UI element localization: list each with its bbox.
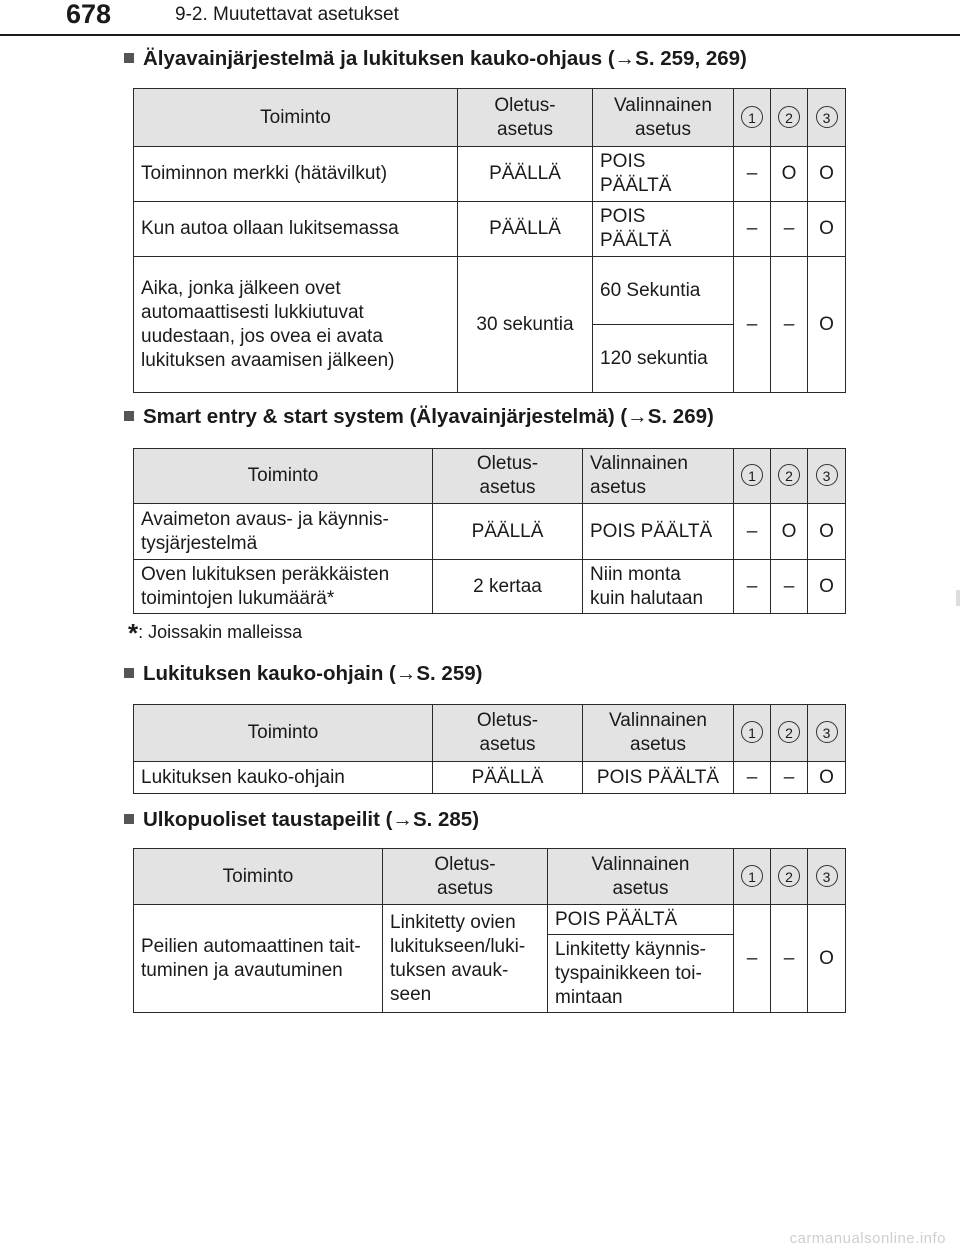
row-optional-b: Linkitetty käynnis- tyspainikkeen toi- mintaan xyxy=(548,935,734,1013)
settings-table xyxy=(133,448,846,614)
header-col-2 xyxy=(771,849,808,905)
row-mark-2: – xyxy=(771,257,808,393)
row-default: 30 sekuntia xyxy=(458,257,593,393)
row-mark-1: – xyxy=(734,257,771,393)
row-mark-3: O xyxy=(808,762,846,794)
header-col-3 xyxy=(808,89,846,147)
row-mark-3: O xyxy=(808,560,846,614)
row-default: PÄÄLLÄ xyxy=(433,504,583,560)
section-heading-text: Smart entry & start system (Älyavainjärjestelmä) (→S. 269) xyxy=(143,405,714,428)
row-mark-1: – xyxy=(734,504,771,560)
section-heading xyxy=(124,405,714,429)
circled-number-1-icon: 1 xyxy=(741,865,763,887)
table-row xyxy=(134,905,846,935)
square-bullet-icon xyxy=(124,411,134,421)
row-function: Peilien automaattinen tait- tuminen ja avautuminen xyxy=(134,905,383,1013)
row-function: Aika, jonka jälkeen ovet automaattisesti lukkiutuvat uudestaan, jos ovea ei avata lukituksen avaamisen jälkeen) xyxy=(134,257,458,393)
chapter-header: 9-2. Muutettavat asetukset xyxy=(175,4,399,25)
table-header-row xyxy=(134,449,846,504)
header-col-1 xyxy=(734,89,771,147)
header-function: Toiminto xyxy=(134,89,458,147)
circled-number-2-icon: 2 xyxy=(778,106,800,128)
row-default: PÄÄLLÄ xyxy=(458,147,593,202)
circled-number-2-icon: 2 xyxy=(778,464,800,486)
header-col-2 xyxy=(771,705,808,762)
table-header-row xyxy=(134,89,846,147)
row-mark-2: O xyxy=(771,504,808,560)
table-row xyxy=(134,257,846,325)
row-mark-1: – xyxy=(734,147,771,202)
row-function: Kun autoa ollaan lukitsemassa xyxy=(134,202,458,257)
row-mark-3: O xyxy=(808,257,846,393)
section-heading xyxy=(124,662,482,686)
header-optional: Valinnainen asetus xyxy=(593,89,734,147)
settings-table xyxy=(133,704,846,794)
row-mark-2: – xyxy=(771,762,808,794)
row-mark-3: O xyxy=(808,905,846,1013)
row-mark-2: – xyxy=(771,905,808,1013)
row-mark-1: – xyxy=(734,560,771,614)
watermark: carmanualsonline.info xyxy=(789,1230,946,1247)
section-heading-text: Lukituksen kauko-ohjain (→S. 259) xyxy=(143,662,483,685)
table-row xyxy=(134,560,846,614)
header-rule xyxy=(0,34,960,36)
page-number: 678 xyxy=(66,0,112,29)
row-default: PÄÄLLÄ xyxy=(433,762,583,794)
circled-number-2-icon: 2 xyxy=(778,865,800,887)
table-header-row xyxy=(134,705,846,762)
circled-number-3-icon: 3 xyxy=(816,464,838,486)
header-col-2 xyxy=(771,449,808,504)
row-mark-1: – xyxy=(734,202,771,257)
row-optional-a: POIS PÄÄLTÄ xyxy=(548,905,734,935)
row-mark-3: O xyxy=(808,202,846,257)
header-col-1 xyxy=(734,705,771,762)
row-function: Toiminnon merkki (hätävilkut) xyxy=(134,147,458,202)
row-optional: POIS PÄÄLTÄ xyxy=(583,762,734,794)
header-optional: Valinnainen asetus xyxy=(583,449,734,504)
row-mark-3: O xyxy=(808,504,846,560)
circled-number-3-icon: 3 xyxy=(816,721,838,743)
row-mark-1: – xyxy=(734,762,771,794)
footnote-asterisk: * xyxy=(128,618,139,648)
table-header-row xyxy=(134,849,846,905)
row-mark-2: – xyxy=(771,202,808,257)
header-optional: Valinnainen asetus xyxy=(583,705,734,762)
row-mark-1: – xyxy=(734,905,771,1013)
row-optional-a: 60 Sekuntia xyxy=(593,257,734,325)
row-optional: Niin monta kuin halutaan xyxy=(583,560,734,614)
table-row xyxy=(134,504,846,560)
page-edge-mark xyxy=(956,590,960,606)
circled-number-1-icon: 1 xyxy=(741,106,763,128)
section-heading xyxy=(124,808,479,832)
header-default: Oletus- asetus xyxy=(383,849,548,905)
header-default: Oletus- asetus xyxy=(433,449,583,504)
section-heading-text: Ulkopuoliset taustapeilit (→S. 285) xyxy=(143,808,480,831)
row-function: Lukituksen kauko-ohjain xyxy=(134,762,433,794)
header-col-3 xyxy=(808,849,846,905)
header-function: Toiminto xyxy=(134,849,383,905)
row-default: 2 kertaa xyxy=(433,560,583,614)
table-row xyxy=(134,202,846,257)
header-col-1 xyxy=(734,849,771,905)
circled-number-1-icon: 1 xyxy=(741,721,763,743)
footnote-text: : Joissakin malleissa xyxy=(138,622,303,642)
square-bullet-icon xyxy=(124,668,134,678)
table-row xyxy=(134,762,846,794)
settings-table xyxy=(133,848,846,1013)
circled-number-1-icon: 1 xyxy=(741,464,763,486)
row-optional: POIS PÄÄLTÄ xyxy=(583,504,734,560)
footnote xyxy=(128,618,303,648)
row-mark-2: – xyxy=(771,560,808,614)
header-default: Oletus- asetus xyxy=(458,89,593,147)
row-function: Oven lukituksen peräkkäisten toimintojen lukumäärä* xyxy=(134,560,433,614)
row-optional-b: 120 sekuntia xyxy=(593,325,734,393)
header-col-3 xyxy=(808,449,846,504)
header-default: Oletus- asetus xyxy=(433,705,583,762)
circled-number-3-icon: 3 xyxy=(816,865,838,887)
row-optional: POIS PÄÄLTÄ xyxy=(593,147,734,202)
row-default: Linkitetty ovien lukitukseen/luki- tuksen avauk- seen xyxy=(383,905,548,1013)
header-col-1 xyxy=(734,449,771,504)
settings-table xyxy=(133,88,846,393)
header-function: Toiminto xyxy=(134,449,433,504)
section-heading-text: Älyavainjärjestelmä ja lukituksen kauko-ohjaus (→S. 259, 269) xyxy=(143,47,747,70)
section-heading xyxy=(124,47,747,71)
header-function: Toiminto xyxy=(134,705,433,762)
square-bullet-icon xyxy=(124,814,134,824)
header-col-3 xyxy=(808,705,846,762)
header-optional: Valinnainen asetus xyxy=(548,849,734,905)
header-col-2 xyxy=(771,89,808,147)
table-row xyxy=(134,147,846,202)
row-function: Avaimeton avaus- ja käynnis- tysjärjestelmä xyxy=(134,504,433,560)
circled-number-3-icon: 3 xyxy=(816,106,838,128)
row-mark-3: O xyxy=(808,147,846,202)
circled-number-2-icon: 2 xyxy=(778,721,800,743)
row-optional: POIS PÄÄLTÄ xyxy=(593,202,734,257)
row-mark-2: O xyxy=(771,147,808,202)
row-default: PÄÄLLÄ xyxy=(458,202,593,257)
square-bullet-icon xyxy=(124,53,134,63)
